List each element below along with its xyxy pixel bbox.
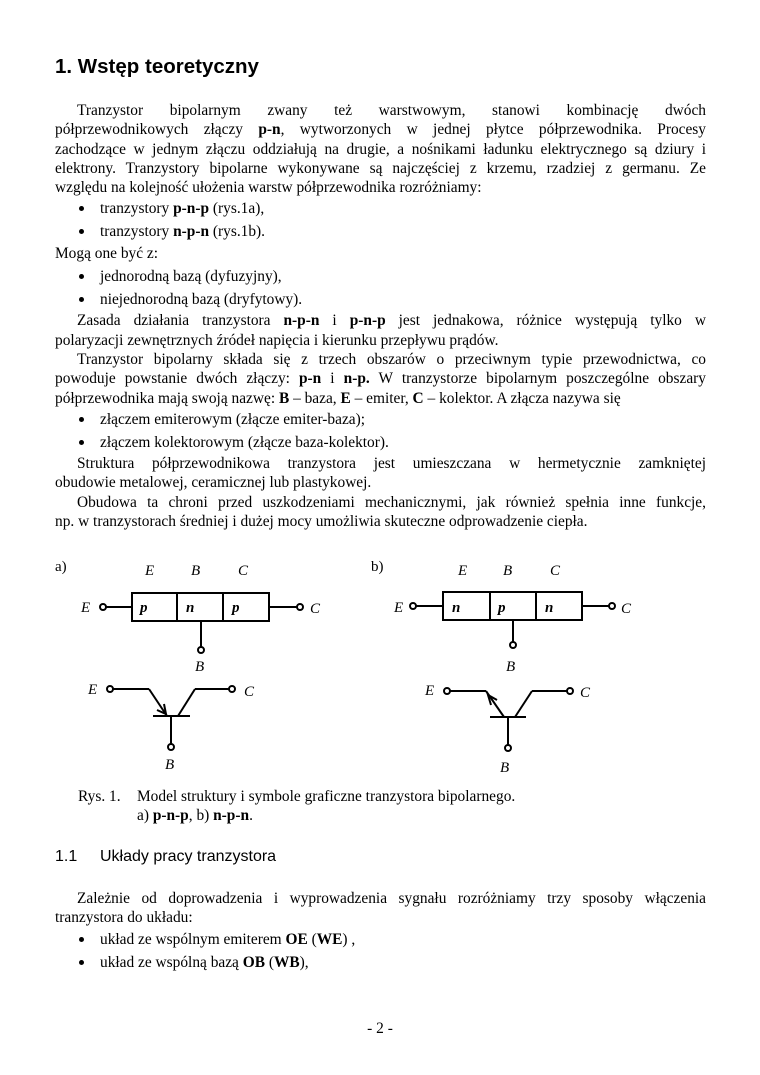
base-label: B [165,757,175,773]
text-run: ( [264,953,274,971]
caption-line2 [78,806,515,825]
bold-text: p-n-p [349,312,386,330]
text-run: ), [299,953,309,971]
text-run: i [319,312,350,330]
text-run: jest jednakowa, różnice występują tylko w [385,312,706,330]
bullet-item [55,431,706,454]
text-run: układ ze wspólną bazą [100,953,243,971]
text-run: Obudowa ta chroni przed uszkodzeniami mechanicznymi, jak również spełnia inne funkcje, [77,493,706,511]
bold-text: OE [285,930,308,948]
bold-text: E [340,389,351,407]
text-run: złączem emiterowym (złącze emiter-baza); [100,410,366,428]
bold-text: p-n [298,370,322,388]
text-run: tranzystory [100,223,174,241]
collector-label: C [580,685,591,701]
text-line [55,140,706,159]
text-run: , b) [188,807,214,824]
text-run: elektrony. Tranzystory bipolarne wykonywane są najczęściej z krzemu, rzadziej z germanu. Ze [55,159,706,177]
text-line [55,311,706,330]
text-line [55,120,706,139]
panel-b [371,559,632,776]
text-line [55,159,706,178]
layer-label: p [232,600,240,616]
caption-text: Model struktury i symbole graficzne tranzystora bipolarnego. [137,788,516,805]
bold-text: n-p-n [283,312,320,330]
text-run: powoduje powstanie dwóch złączy: [55,370,299,388]
subsection-heading [55,848,276,866]
text-line [55,454,706,473]
text-run: tranzystora do układu: [55,909,193,927]
text-run: Zależnie od doprowadzenia i wyprowadzenia sygnału rozróżniamy trzy sposoby włączenia [77,890,706,907]
panel-a [55,559,321,773]
text-run: układ ze wspólnym emiterem [100,930,286,948]
text-run: złączem kolektorowym (złącze baza-kolektor). [100,433,389,451]
text-line [55,243,706,265]
text-run: a) [137,807,153,824]
region-label: C [238,563,249,579]
layer-label: n [545,600,554,616]
text-line [55,512,706,531]
text-run: , wytworzonych w jednej płytce półprzewodnika. Procesy [280,121,706,139]
emitter-label: E [394,600,404,616]
bold-text: p-n-p [173,200,210,218]
page-number: - 2 - [367,1020,393,1037]
text-run: tranzystory [100,200,174,218]
figure-caption [78,787,515,825]
layer-label: n [186,600,195,616]
pnp-symbol [107,686,235,750]
section-heading: 1. Wstęp teoretyczny [55,55,259,78]
bold-text: WB [273,953,300,971]
region-label: E [145,563,155,579]
text-run: niejednorodną bazą (dryfytowy). [100,291,303,309]
region-label: B [503,563,513,579]
subsection-title: Układy pracy tranzystora [100,848,277,865]
text-run: zachodzące w jednym złączu oddziałują na drugie, a nośnikami ładunku elektrycznego są dziury i [55,140,706,158]
text-run: – baza, [289,389,341,407]
text-run: – kolektor. A złącza nazywa się [423,389,621,407]
subsection-body [55,889,706,974]
layer-label: p [140,600,148,616]
base-label: B [506,659,516,675]
bold-text: B [278,389,290,407]
caption-prefix: Rys. 1. [78,788,121,805]
bullet-item [55,265,706,288]
bold-text: n-p-n [173,223,210,241]
text-run: obudowie metalowej, ceramicznej lub plastykowej. [55,474,372,492]
collector-label: C [621,601,632,617]
text-line [55,908,706,927]
text-line [55,101,706,120]
panel-a-label: a) [55,559,67,575]
bullet-item [55,288,706,311]
text-run: . [249,807,253,824]
emitter-label: E [88,682,98,698]
bold-text: n-p-n [213,807,250,824]
text-run: ( [307,930,317,948]
text-run: Mogą one być z: [55,245,158,263]
text-run: względu na kolejność ułożenia warstw półprzewodnika rozróżniamy: [55,179,482,197]
text-line [55,493,706,512]
text-run: Zasada działania tranzystora [77,312,284,330]
panel-b-label: b) [371,559,384,575]
region-label: C [550,563,561,579]
npn-symbol [444,688,573,751]
bold-text: OB [242,953,265,971]
bold-text: p-n-p [152,807,189,824]
layer-label: p [498,600,506,616]
bullet-item [55,951,706,974]
text-line [55,889,706,908]
text-line [55,178,706,197]
region-label: E [458,563,468,579]
text-run: jednorodną bazą (dyfuzyjny), [100,268,282,286]
text-run: i [321,370,344,388]
bullet-item [55,220,706,243]
text-run: ) , [342,930,356,948]
bold-text: p-n [258,121,281,139]
text-line [55,473,706,492]
collector-label: C [244,684,255,700]
text-run: (rys.1a), [209,200,265,218]
bold-text: n-p. [343,370,370,388]
collector-label: C [310,601,321,617]
text-run: półprzewodnikowych złączy [55,121,259,139]
section-body [55,101,706,531]
emitter-label: E [425,683,435,699]
text-run: np. w tranzystorach średniej i dużej mocy umożliwia skuteczne odprowadzenie ciepła. [55,512,588,530]
text-line [55,389,706,408]
text-line [55,350,706,369]
text-run: polaryzacji zewnętrznych źródeł napięcia i kierunku przepływu prądów. [55,331,499,349]
text-run: Tranzystor bipolarnym zwany też warstwowym, stanowi kombinację dwóch [77,102,706,119]
text-line [55,369,706,388]
base-label: B [500,760,510,776]
text-line [55,331,706,350]
region-label: B [191,563,201,579]
text-run: – emiter, [350,389,413,407]
emitter-label: E [81,600,91,616]
bold-text: C [412,389,424,407]
bullet-item [55,408,706,431]
text-run: półprzewodnika mają swoją nazwę: [55,389,279,407]
bold-text: WE [316,930,343,948]
subsection-number: 1.1 [55,848,78,865]
text-run: W tranzystorze bipolarnym poszczególne obszary [369,370,706,388]
text-run: Struktura półprzewodnikowa tranzystora jest umieszczana w hermetycznie zamkniętej [77,454,706,472]
transistor-figure [0,550,760,780]
text-run: Tranzystor bipolarny składa się z trzech obszarów o przeciwnym typie przewodnictwa, co [77,351,706,369]
base-label: B [195,659,205,675]
layer-label: n [452,600,461,616]
text-run: (rys.1b). [209,223,266,241]
bullet-item [55,197,706,220]
bullet-item [55,928,706,951]
